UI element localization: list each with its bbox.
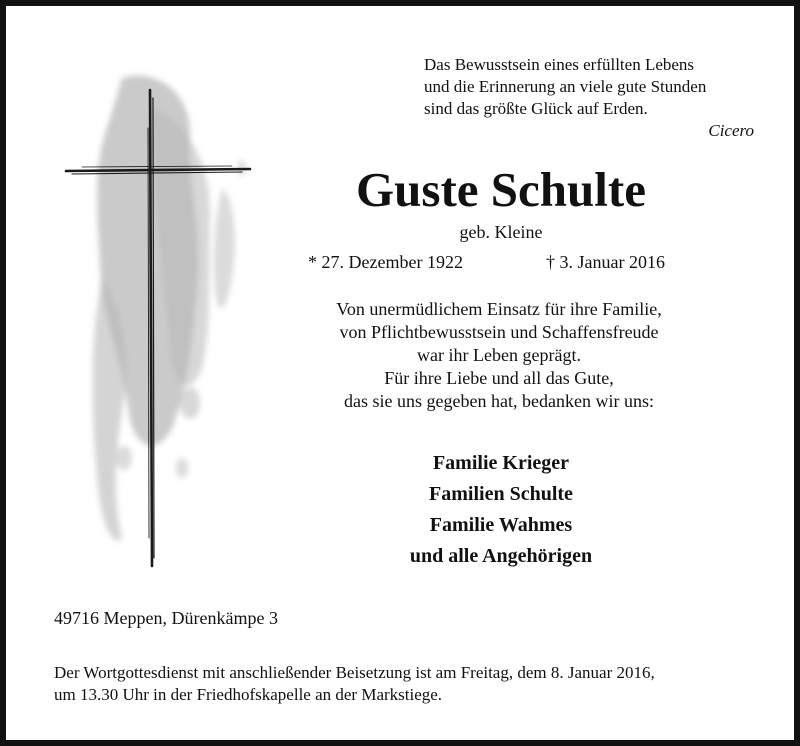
mourner-entry: und alle Angehörigen <box>409 545 593 567</box>
mourner-entry: Familien Schulte <box>429 483 573 505</box>
deceased-name: Guste Schulte <box>356 162 646 217</box>
tribute-line: Von unermüdlichem Einsatz für ihre Familie, <box>336 299 662 319</box>
birth-date: * 27. Dezember 1922 <box>308 252 463 272</box>
tribute-text <box>274 298 724 413</box>
death-date: † 3. Januar 2016 <box>546 252 665 272</box>
quote-author: Cicero <box>708 121 754 140</box>
quote-line: Das Bewusstsein eines erfüllten Lebens <box>424 55 695 74</box>
mourner-address: 49716 Meppen, Dürenkämpe 3 <box>54 608 278 628</box>
cross-icon <box>62 68 258 568</box>
mourner-entry: Familie Krieger <box>432 452 570 474</box>
mourners-list <box>306 448 696 572</box>
service-line: Der Wortgottesdienst mit anschließender Beisetzung ist am Freitag, dem 8. Januar 2016, <box>54 663 655 682</box>
quote-line: sind das größte Glück auf Erden. <box>424 99 648 118</box>
tribute-line: das sie uns gegeben hat, bedanken wir uns: <box>344 391 654 411</box>
cicero-quote <box>424 54 764 142</box>
mourner-entry: Familie Wahmes <box>429 514 573 536</box>
quote-line: und die Erinnerung an viele gute Stunden <box>424 77 707 96</box>
tribute-line: von Pflichtbewusstsein und Schaffensfreude <box>339 322 659 342</box>
service-line: um 13.30 Uhr in der Friedhofskapelle an der Markstiege. <box>54 685 443 704</box>
maiden-name: geb. Kleine <box>459 222 543 242</box>
tribute-line: war ihr Leben geprägt. <box>417 345 581 365</box>
service-notice <box>54 662 774 706</box>
tribute-line: Für ihre Liebe und all das Gute, <box>384 368 614 388</box>
